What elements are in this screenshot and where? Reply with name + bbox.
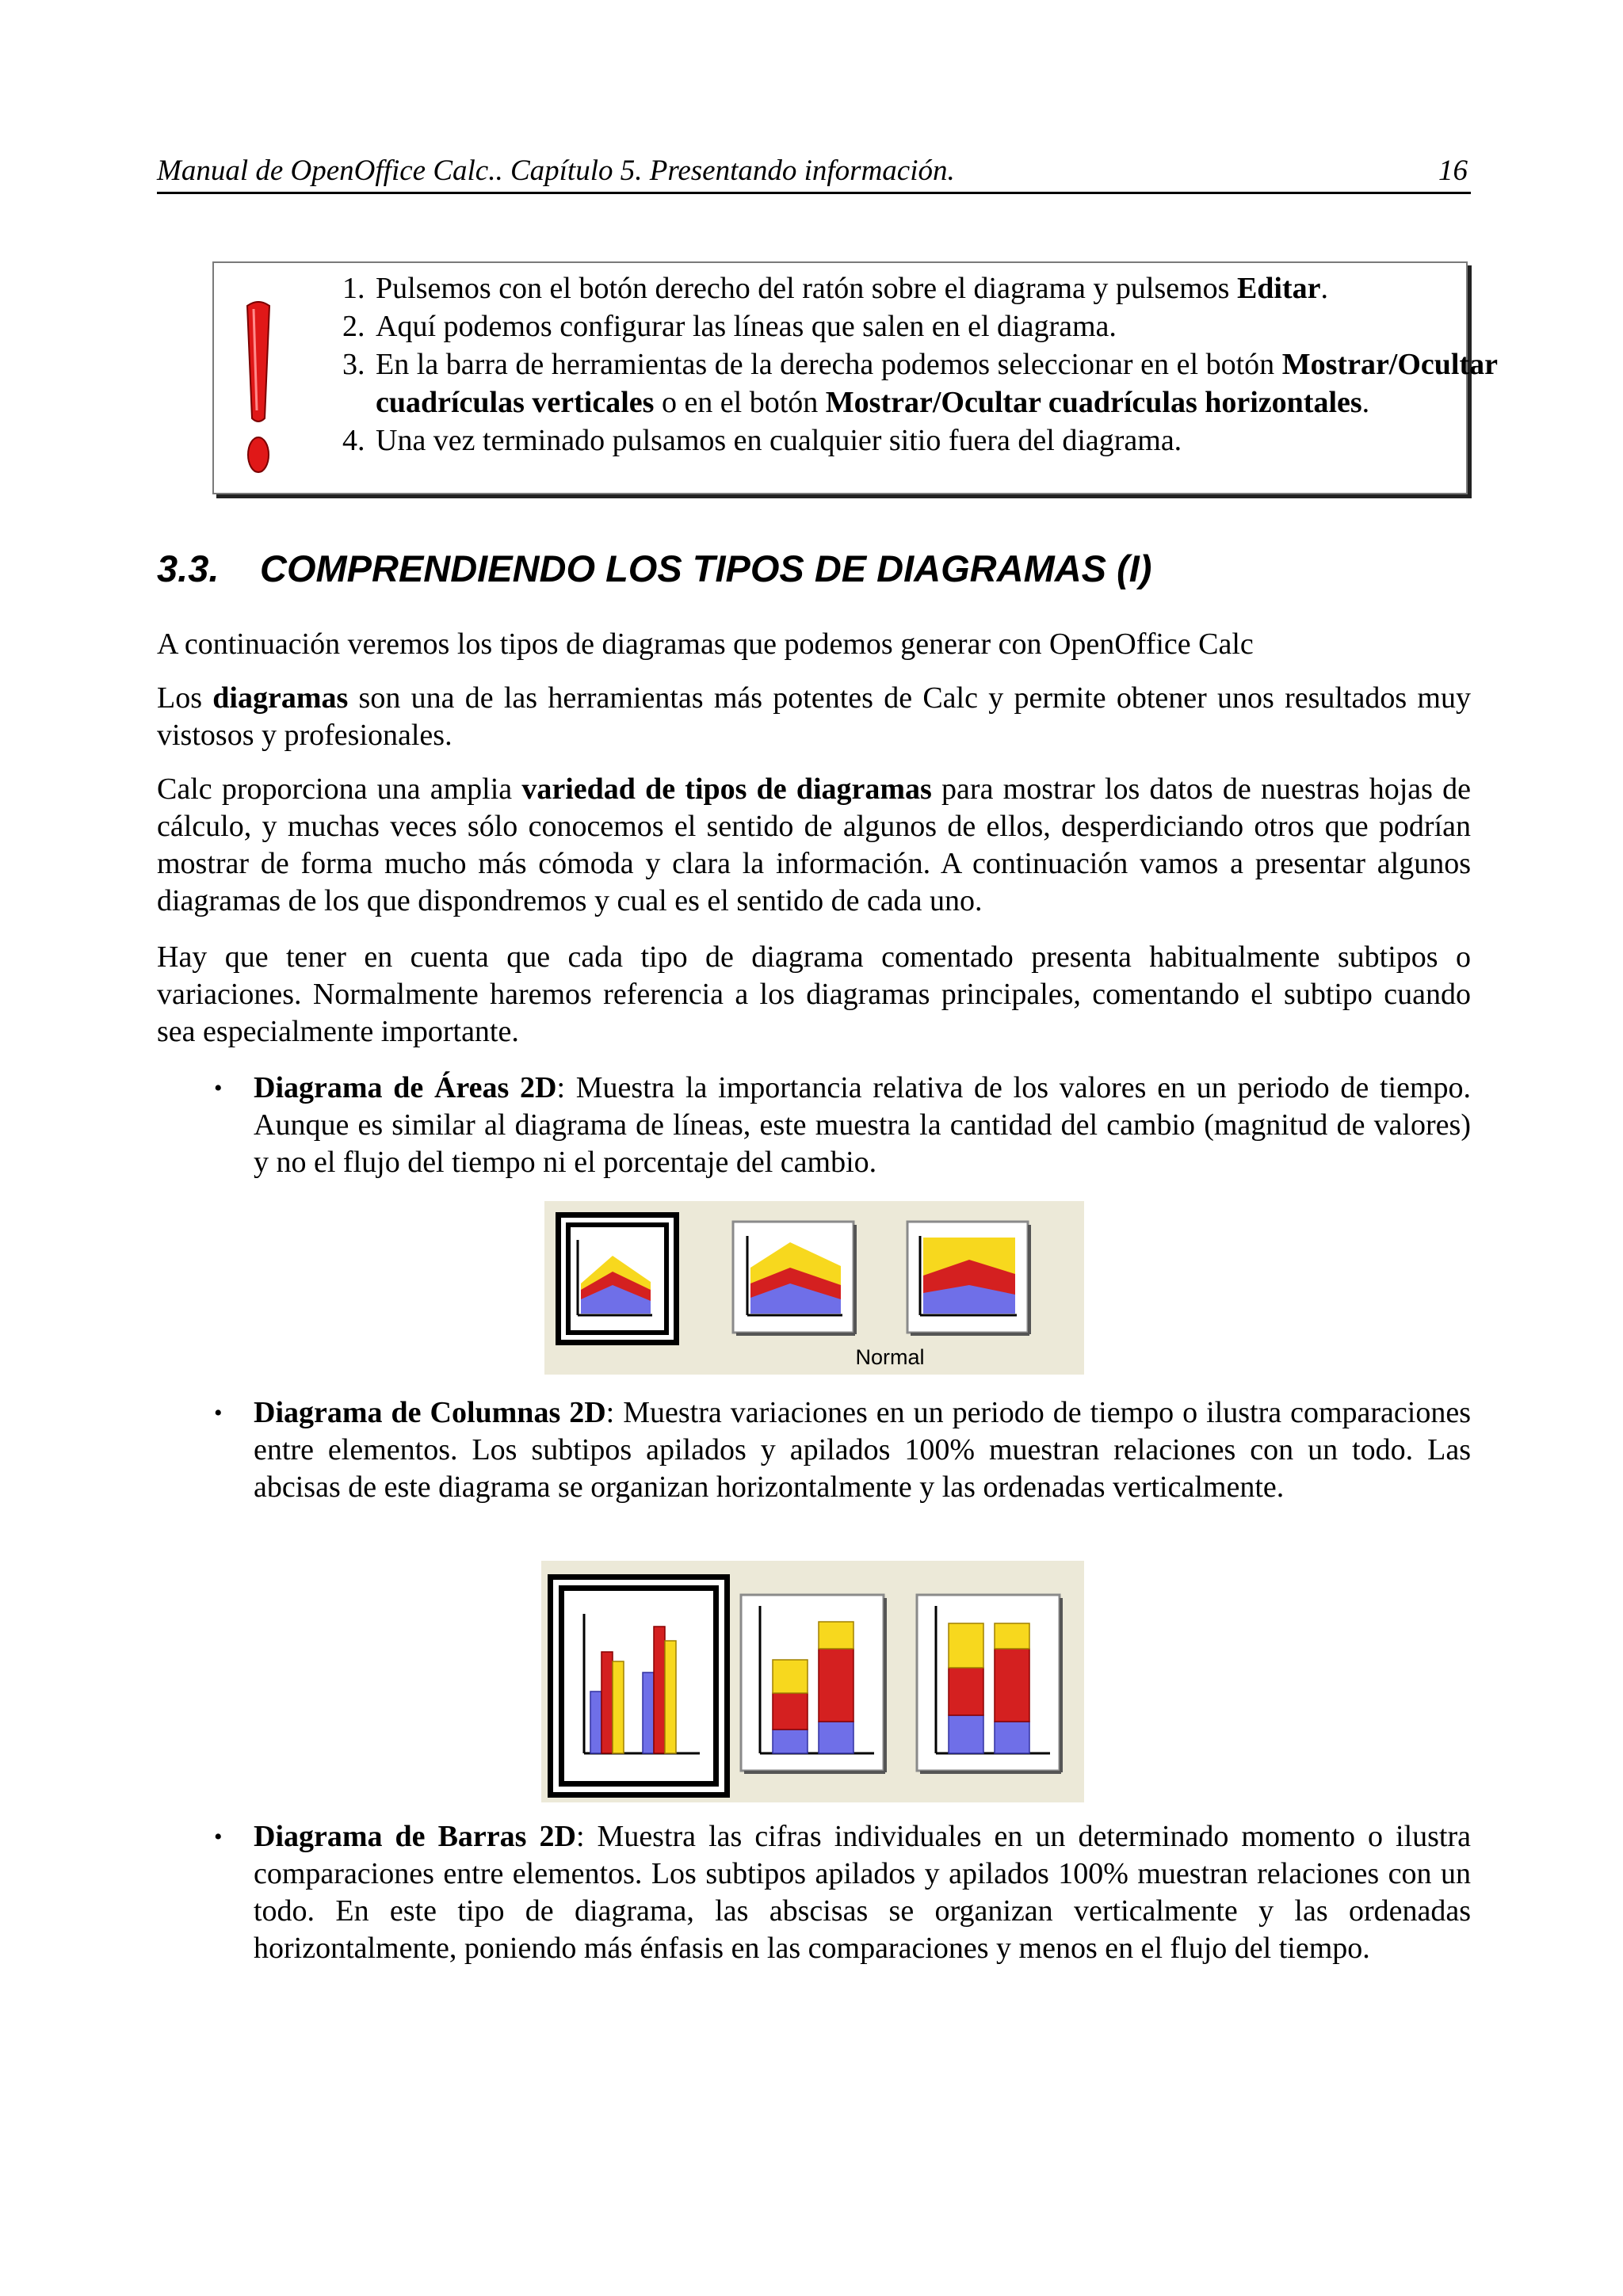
column-chart-picker: [541, 1557, 1084, 1802]
header-title: Manual de OpenOffice Calc.. Capítulo 5. Presentando información.: [157, 154, 955, 187]
bullet-areas: • Diagrama de Áreas 2D: Muestra la importancia relativa de los valores en un periodo de tiempo. Aunque es similar al diagrama de líneas, este muestra la cantidad del cambio (magnitud de valores) y no el flujo del tiempo ni el porcentaje del cambio.: [214, 1071, 1471, 1179]
column-percent-icon[interactable]: [917, 1595, 1061, 1772]
paragraph-subtipos: Hay que tener en cuenta que cada tipo de diagrama comentado presenta habitualmente subtipos o variaciones. Normalmente haremos referencia a los diagramas principales, comentando el subtipo cuando sea especialmente importante.: [157, 940, 1471, 1048]
step-item: 3. En la barra de herramientas de la derecha podemos seleccionar en el botón Mostrar/Ocultar cuadrículas verticales o en el botón Mostrar/Ocultar cuadrículas horizontales.: [372, 345, 1498, 421]
step-item: 2. Aquí podemos configurar las líneas que salen en el diagrama.: [372, 307, 1498, 345]
bullet-barras: • Diagrama de Barras 2D: Muestra las cifras individuales en un determinado momento o ilustra comparaciones entre elementos. Los subtipos apilados y apilados 100% muestran relaciones con un todo. En este tipo de diagrama, las abscisas se organizan verticalmente y las ordenadas horizontalmente, poniendo más énfasis en las comparaciones y menos en el flujo del tiempo.: [214, 1820, 1471, 1965]
section-heading: [157, 547, 1472, 590]
paragraph-diagramas: Los diagramas son una de las herramientas más potentes de Calc y permite obtener unos resultados muy vistosos y profesionales.: [157, 681, 1471, 752]
column-chart-picker-graphic: [541, 1557, 1084, 1802]
area-percent-icon[interactable]: [907, 1222, 1029, 1334]
area-stacked-icon[interactable]: [733, 1222, 855, 1334]
column-stacked-icon[interactable]: [741, 1595, 885, 1772]
area-chart-picker-graphic: [541, 1196, 1084, 1375]
note-box: [212, 261, 1498, 494]
exclamation-icon: [242, 299, 274, 479]
area-normal-icon[interactable]: [556, 1212, 679, 1345]
area-chart-picker: [541, 1196, 1084, 1375]
page-number: 16: [1438, 154, 1468, 187]
section-number: 3.3.: [157, 547, 220, 589]
page-header: [157, 151, 1471, 194]
step-item: 4. Una vez terminado pulsamos en cualquier sitio fuera del diagrama.: [372, 421, 1498, 460]
column-normal-icon[interactable]: [548, 1574, 730, 1798]
steps-list: [333, 269, 1498, 460]
step-item: 1. Pulsemos con el botón derecho del ratón sobre el diagrama y pulsemos Editar.: [372, 269, 1498, 307]
paragraph-variedad: Calc proporciona una amplia variedad de tipos de diagramas para mostrar los datos de nuestras hojas de cálculo, y muchas veces sólo conocemos el sentido de algunos de ellos, desperdiciando otros que podrían mostrar de forma mucho más cómoda y clara la información. A continuación vamos a presentar algunos diagramas de los que dispondremos y cual es el sentido de cada uno.: [157, 772, 1471, 917]
area-caption: Normal: [855, 1345, 925, 1369]
bullet-columnas: • Diagrama de Columnas 2D: Muestra variaciones en un periodo de tiempo o ilustra comparaciones entre elementos. Los subtipos apilados y apilados 100% muestran relaciones con un todo. Las abcisas de este diagrama se organizan horizontalmente y las ordenadas verticalmente.: [214, 1396, 1471, 1504]
paragraph-intro: A continuación veremos los tipos de diagramas que podemos generar con OpenOffice Calc: [157, 627, 1254, 661]
section-title: COMPRENDIENDO LOS TIPOS DE DIAGRAMAS (I): [260, 547, 1152, 589]
